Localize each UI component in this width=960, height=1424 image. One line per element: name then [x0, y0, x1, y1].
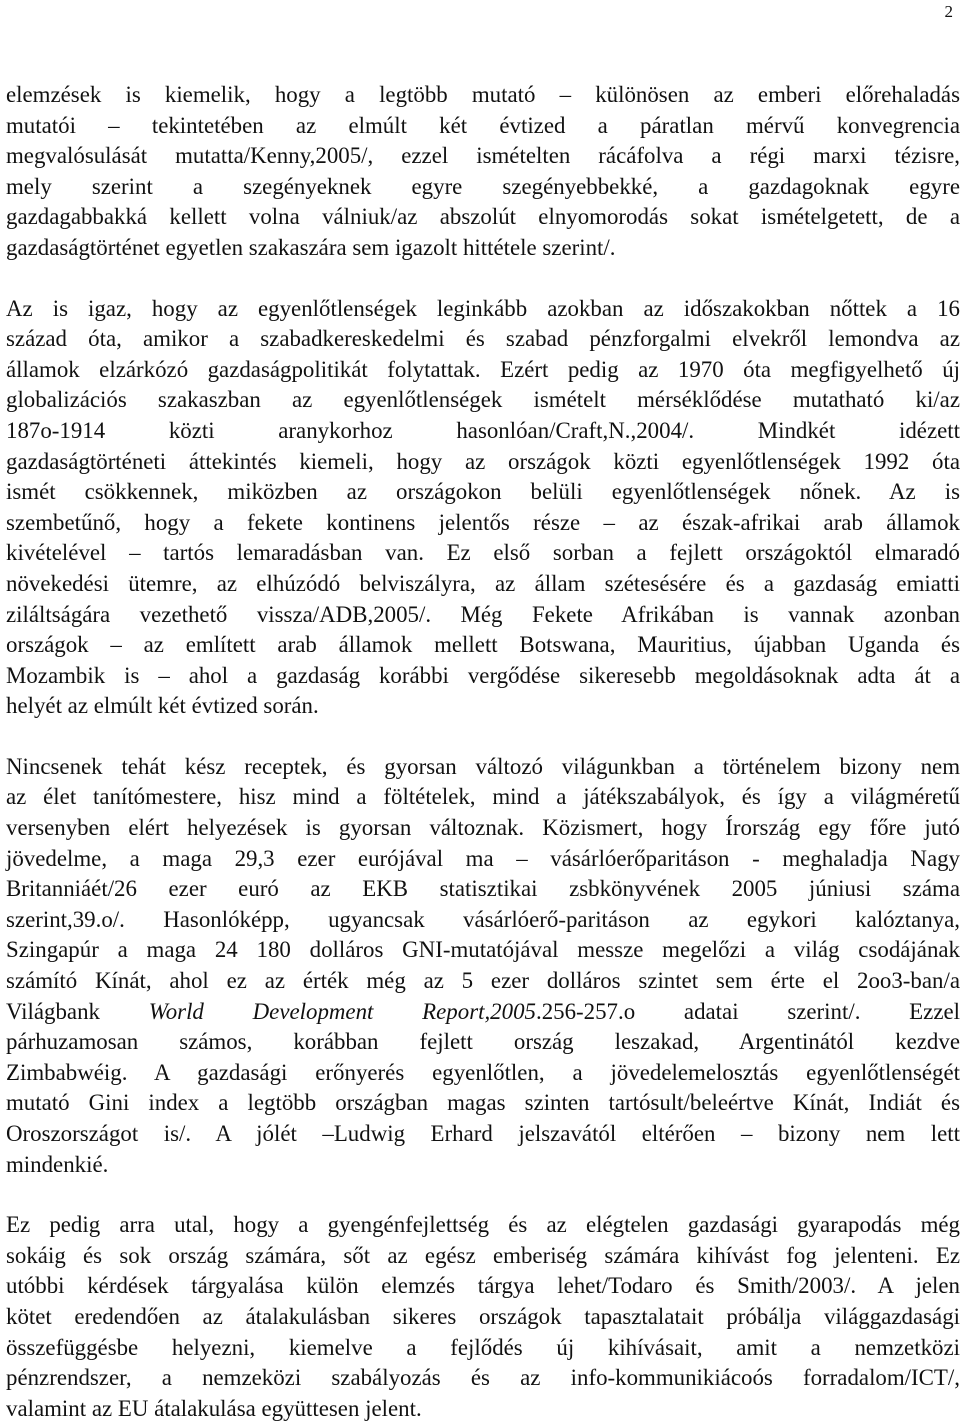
text-line: sokáig és sok ország számára, sőt az egész emberiség számára kihívást fog jelenteni. Ez [6, 1242, 960, 1268]
text-line: szerint,39.o/. Hasonlóképp, ugyancsak vásárlóerő-paritáson az egykori kalóztanya, [6, 906, 960, 932]
text-line: Nincsenek tehát kész receptek, és gyorsan változó világunkban a történelem bizony nem [6, 753, 960, 779]
text-line: mutató Gini index a legtöbb országban magas szinten tartósult/beleértve Kínát, Indiát és [6, 1090, 960, 1116]
text-line: versenyben elért helyezések is gyorsan változnak. Közismert, hogy Írország egy főre jutó [6, 815, 960, 841]
citation-suffix: .256-257.o adatai szerint/. Ezzel [535, 998, 960, 1024]
citation-prefix: Világbank [6, 998, 149, 1024]
text-line: valamint az EU átalakulása együttesen jelent. [6, 1395, 422, 1421]
text-line: mely szerint a szegényeknek egyre szegényebbekké, a gazdagoknak egyre [6, 173, 960, 199]
text-line: gazdaságtörténeti áttekintés kiemeli, hogy az országok közti egyenlőtlenségek 1992 óta [6, 448, 960, 474]
paragraph-4 [6, 1210, 960, 1424]
text-line: gazdagabbakká kellett volna válniuk/az abszolút elnyomorodás sokat ismételgetett, de a [6, 204, 960, 230]
page-number: 2 [944, 2, 953, 21]
paragraph-1 [6, 80, 960, 264]
text-line: számító Kínát, ahol ez az érték még az 5 ezer dolláros szintet sem érte el 2oo3-ban/a [6, 968, 960, 994]
report-title: World Development Report,2005 [148, 998, 536, 1024]
body-text [6, 80, 960, 1424]
text-line: pénzrendszer, a nemzeközi szabályozás és az info-kommunikiácoós forradalom/ICT/, [6, 1365, 960, 1391]
text-line: párhuzamosan számos, korábban fejlett ország leszakad, Argentinától kezdve [6, 1029, 960, 1055]
text-line: összefüggésbe helyezni, kiemelve a fejlődés új kihívásait, amit a nemzetközi [6, 1334, 960, 1360]
text-line: 187o-1914 közti aranykorhoz hasonlóan/Craft,N.,2004/. Mindkét idézett [6, 417, 960, 443]
text-line: mutatói – tekintetében az elmúlt két évtized a páratlan mérvű konvegrencia [6, 112, 960, 138]
text-line: az élet tanítómestere, hisz mind a föltételek, mind a játékszabályok, és így a világméretű [6, 784, 960, 810]
text-line: Szingapúr a maga 24 180 dolláros GNI-mutatójával messze megelőzi a világ csodájának [6, 937, 960, 963]
paragraph-2 [6, 294, 960, 722]
text-line: gazdaságtörténet egyetlen szakaszára sem igazolt hittétele szerint/. [6, 234, 616, 260]
text-line: Ez pedig arra utal, hogy a gyengénfejlettség és az elégtelen gazdasági gyarapodás még [6, 1212, 960, 1238]
paragraph-3 [6, 752, 960, 1180]
text-line: Britanniáét/26 ezer euró az EKB statisztikai zsbkönyvének 2005 júniusi száma [6, 876, 960, 902]
text-line: jövedelme, a maga 29,3 ezer eurójával ma – vásárlóerőparitáson - meghaladja Nagy [6, 845, 960, 871]
text-line: század óta, amikor a szabadkereskedelmi és szabad pénzforgalmi elvekről lemondva az [6, 326, 960, 352]
text-line: Zimbabwéig. A gazdasági erőnyerés egyenlőtlen, a jövedelemelosztás egyenlőtlenségét [6, 1059, 960, 1085]
text-line: helyét az elmúlt két évtized során. [6, 693, 319, 719]
text-line: mindenkié. [6, 1151, 109, 1177]
text-line: Az is igaz, hogy az egyenlőtlenségek leginkább azokban az időszakokban nőttek a 16 [6, 295, 960, 321]
text-line: megvalósulását mutatta/Kenny,2005/, ezzel ismételten rácáfolva a régi marxi tézisre, [6, 143, 960, 169]
text-line: szembetűnő, hogy a fekete kontinens jelentős része – az észak-afrikai arab államok [6, 509, 960, 535]
text-line: Oroszországot is/. A jólét –Ludwig Erhard jelszavától eltérően – bizony nem lett [6, 1121, 960, 1146]
citation-line [6, 997, 960, 1028]
text-line: növekedési ütemre, az elhúzódó belviszályra, az állam szétesésére és a gazdaság emiatti [6, 570, 960, 596]
text-line: ziláltságára vezethető vissza/ADB,2005/. Még Fekete Afrikában is vannak azonban [6, 601, 960, 627]
text-line: Mozambik is – ahol a gazdaság korábbi vergődése sikeresebb megoldásoknak adta át a [6, 662, 960, 688]
text-line: elemzések is kiemelik, hogy a legtöbb mutató – különösen az emberi előrehaladás [6, 82, 960, 107]
text-line: kötet eredendően az átalakulásban sikeres országok tapasztalatait próbálja világgazdasági [6, 1303, 960, 1329]
text-line: globalizációs szakaszban az egyenlőtlenségek ismételt mérséklődése mutatható ki/az [6, 387, 960, 413]
text-line: országok – az említett arab államok mellett Botswana, Mauritius, újabban Uganda és [6, 632, 960, 658]
text-line: államok elzárkózó gazdaságpolitikát folytattak. Ezért pedig az 1970 óta megfigyelhető új [6, 356, 960, 382]
text-line: ismét csökkennek, miközben az országokon belüli egyenlőtlenségek nőnek. Az is [6, 479, 960, 505]
text-line: kivételével – tartós lemaradásban van. Ez első sorban a fejlett országoktól elmaradó [6, 540, 960, 566]
text-line: utóbbi kérdések tárgyalása külön elemzés tárgya lehet/Todaro és Smith/2003/. A jelen [6, 1273, 960, 1299]
